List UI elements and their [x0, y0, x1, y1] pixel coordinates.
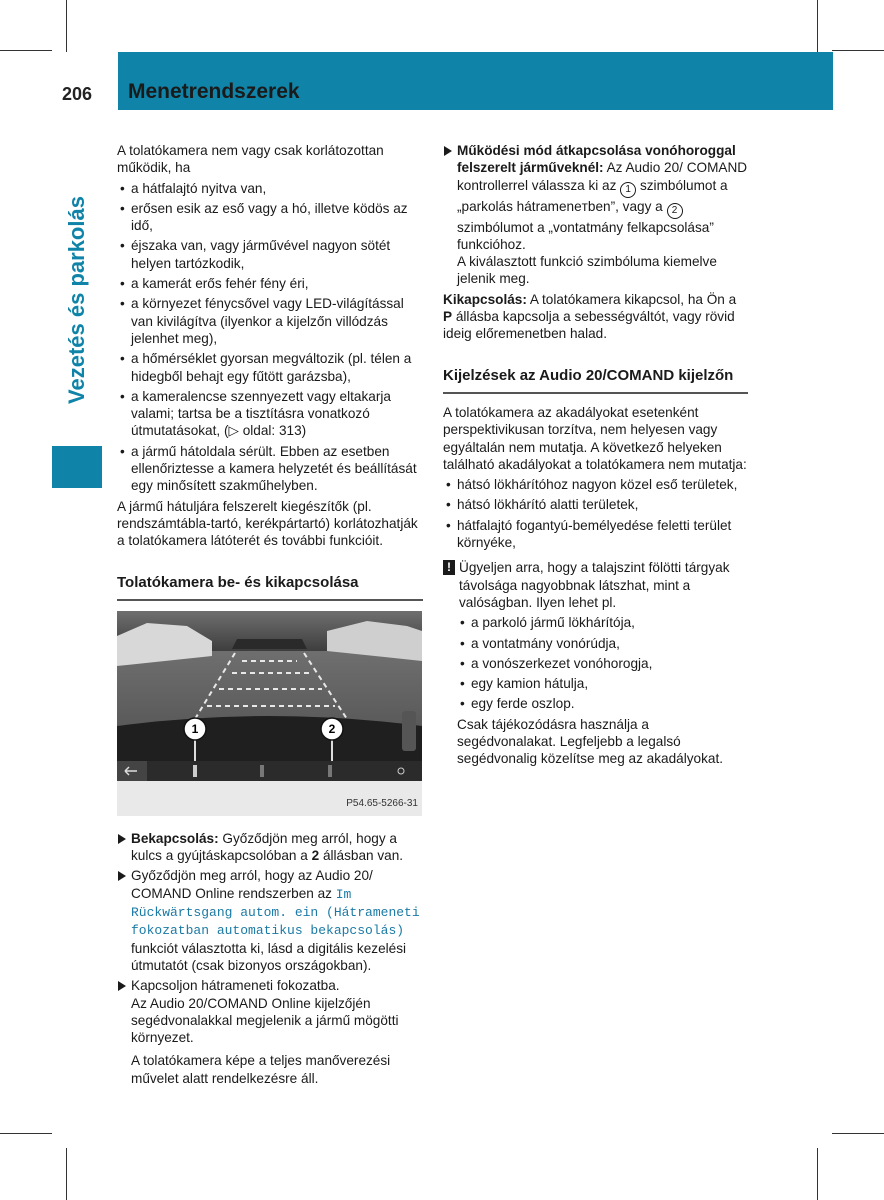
list-item: • a környezet fénycsővel vagy LED-világítással van kivilágítva (ilyenkor a kijelzőn villódzás jelenhet meg), [117, 295, 423, 347]
crop-mark [817, 0, 818, 52]
list-item: • a kameralencse szennyezett vagy eltakarja valami; tartsa be a tisztításra vonatkozó útmutatásokat, (▷ oldal: 313) [117, 388, 423, 440]
warning-icon: ! [443, 560, 455, 575]
crop-mark [832, 1133, 884, 1134]
crop-mark [66, 1148, 67, 1200]
side-tab [52, 110, 102, 490]
intro-text: A tolatókamera nem vagy csak korlátozottan működik, ha [117, 143, 384, 176]
list-item: • a jármű hátoldala sérült. Ebben az esetben ellenőriztesse a kamera helyzetét és beállítását egy minősített szakműhelyben. [117, 443, 423, 495]
list-item: • a parkoló jármű lökhárítója, [457, 614, 748, 631]
side-tab-marker [52, 446, 102, 488]
accessory-note: A jármű hátuljára felszerelt kiegészítők (pl. rendszámtábla-tartó, kerékpártartó) korlátozhatják a tolatókamera látóterét és további funkcióit. [117, 498, 418, 549]
list-item: • a vonószerkezet vonóhorogja, [457, 655, 748, 672]
menu-item-name: Im Rückwärtsgang autom. ein (Hátrameneti fokozatban automatikus bekapcsolás) [131, 886, 420, 939]
final-note: Csak tájékozódásra használja a segédvonalakat. Legfeljebb a legalsó segédvonalig közelítse meg az akadályokat. [457, 716, 723, 767]
symbol-1-icon: 1 [620, 182, 636, 198]
step-tow-mode: Működési mód átkapcsolása vonóhoroggal felszerelt járműveknél: Az Audio 20/ COMAND kontrollerrel válassza ki az 1 szimbólumot a „parkolás hátrameneтben”, vagy a 2 szimbólumot a „vontatmány felkapcsolása” funkcióhoz. A kiválasztott funkció szimbóluma kiemelve jelenik meg. [443, 142, 748, 288]
callout-2: 2 [328, 721, 336, 736]
list-item: • hátfalajtó fogantyú-bemélyedése feletti terület környéke, [443, 517, 748, 552]
camera-figure [117, 611, 422, 816]
section-title-camera-toggle: Tolatókamera be- és kikapcsolása [117, 573, 359, 591]
page-number: 206 [62, 84, 93, 104]
crop-mark [0, 1133, 52, 1134]
crop-mark [832, 50, 884, 51]
figure-code: P54.65-5266-31 [346, 797, 418, 809]
warning-note: ! Ügyeljen arra, hogy a talajszint fölötti tárgyak távolsága nagyobbnak látszhat, mint a valóságban. Ilyen lehet pl. [443, 559, 748, 611]
left-column [117, 142, 423, 1090]
side-tab-label: Vezetés és parkolás [64, 196, 90, 404]
section-title-display: Kijelzések az Audio 20/COMAND kijelzőn [443, 366, 734, 384]
list-item: • a hőmérséklet gyorsan megváltozik (pl. télen a hidegből behajt egy fűtött garázsba), [117, 350, 423, 385]
section-rule [443, 392, 748, 394]
turn-off-text: Kikapcsolás: A tolatókamera kikapcsol, ha Ön a P állásba kapcsolja a sebességváltót, vagy rövid ideig előremenetben halad. [443, 291, 737, 342]
list-item: • a kamerát erős fehér fény éri, [117, 275, 423, 292]
step-check-setting: Győződjön meg arról, hogy az Audio 20/ COMAND Online rendszerben az Im Rückwärtsgang autom. ein (Hátrameneti fokozatban automatikus bekapcsolás) funkciót választotta ki, lásd a digitális kezelési útmutatót (csak bizonyos országokban). [117, 867, 423, 974]
distortion-text: A tolatókamera az akadályokat esetenként perspektivikusan torzítva, nem helyesen vagy egyáltalán nem mutatja. A következő helyeken található akadályokat a tolatókamera nem mutatja: [443, 404, 747, 472]
list-item: • egy kamion hátulja, [457, 675, 748, 692]
page-title: Menetrendszerek [128, 80, 300, 103]
callout-1: 1 [191, 721, 199, 736]
list-item: • a vontatmány vonórúdja, [457, 635, 748, 652]
section-rule [117, 599, 423, 601]
right-column [443, 142, 748, 771]
list-item: • a hátfalajtó nyitva van, [117, 180, 423, 197]
crop-mark [0, 50, 52, 51]
camera-view-image [117, 611, 422, 781]
crop-mark [66, 0, 67, 52]
list-item: • erősen esik az eső vagy a hó, illetve ködös az idő, [117, 200, 423, 235]
list-item: • éjszaka van, vagy járművével nagyon sötét helyen tartózkodik, [117, 237, 423, 272]
step-reverse-gear: Kapcsoljon hátrameneti fokozatba. Az Audio 20/COMAND Online kijelzőjén segédvonalakkal megjelenik a jármű mögötti környezet. A tolatókamera képe a teljes manőverezési művelet alatt rendelkezésre áll. [117, 977, 423, 1087]
list-item: • hátsó lökhárítóhoz nagyon közel eső területek, [443, 476, 748, 493]
list-item: • hátsó lökhárító alatti területek, [443, 496, 748, 513]
symbol-2-icon: 2 [667, 203, 683, 219]
step-turn-on: Bekapcsolás: Győződjön meg arról, hogy a kulcs a gyújtáskapcsolóban a 2 állásban van. [117, 830, 423, 865]
list-item: • egy ferde oszlop. [457, 695, 748, 712]
crop-mark [817, 1148, 818, 1200]
